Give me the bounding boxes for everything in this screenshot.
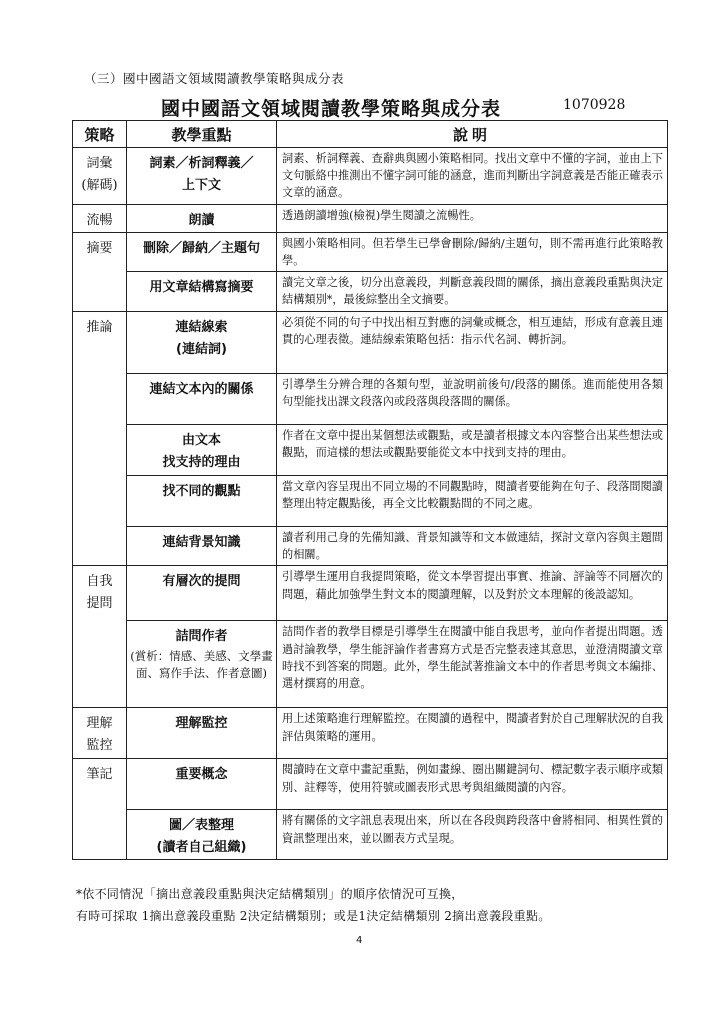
table-row bbox=[73, 425, 668, 476]
description-cell: 引導學生運用自我提問策略，從文本學習提出事實、推論、評論等不同層次的問題，藉此加強學生對文本的閱讀理解，以及對於文本理解的後設認知。 bbox=[277, 566, 668, 621]
table-row bbox=[73, 759, 668, 810]
strategy-cell: 摘要 bbox=[73, 232, 127, 311]
page-number: 4 bbox=[356, 935, 363, 946]
focus-cell bbox=[127, 810, 277, 860]
focus-label: 連結文本內的關係 bbox=[149, 382, 254, 398]
strategy-table bbox=[72, 120, 668, 860]
focus-label: 連結線索 (連結詞) bbox=[175, 320, 228, 358]
description-cell: 詞素、析詞釋義、查辭典與國小策略相同。找出文章中不懂的字詞，並由上下文句脈絡中推測出不懂字詞可能的涵意，進而判斷出字詞意義是否能正確表示文章的涵意。 bbox=[277, 148, 668, 205]
section-heading: （三）國中國語文領域閱讀教學策略與成分表 bbox=[84, 71, 345, 86]
focus-cell bbox=[127, 621, 277, 708]
table-row bbox=[73, 476, 668, 527]
title-row bbox=[75, 94, 666, 120]
focus-cell bbox=[127, 527, 277, 566]
table-row bbox=[73, 312, 668, 374]
focus-label: 有層次的提問 bbox=[162, 574, 241, 590]
description-cell: 必須從不同的句子中找出相互對應的詞彙或概念，相互連結，形成有意義且連貫的心理表徵。連結線索策略包括：指示代名詞、轉折詞。 bbox=[277, 312, 668, 374]
focus-label: 朗讀 bbox=[188, 212, 215, 228]
focus-cell bbox=[127, 232, 277, 271]
header-focus: 教學重點 bbox=[127, 121, 277, 148]
focus-cell bbox=[127, 566, 277, 621]
focus-label: 刪除／歸納／主題句 bbox=[142, 240, 260, 256]
focus-label: 用文章結構寫摘要 bbox=[149, 280, 254, 296]
strategy-cell: 推論 bbox=[73, 312, 127, 566]
table-row bbox=[73, 374, 668, 425]
description-cell: 用上述策略進行理解監控。在閱讀的過程中，閱讀者對於自己理解狀況的自我評估與策略的運用。 bbox=[277, 708, 668, 759]
strategy-cell: 筆記 bbox=[73, 759, 127, 860]
description-cell: 詰問作者的教學目標是引導學生在閱讀中能自我思考，並向作者提出問題。透過討論教學，學生能評論作者書寫方式是否完整表達其意思，並澄清閱讀文章時找不到答案的問題。此外，學生能試著推論文本中的作者思考與文本編排、選材撰寫的用意。 bbox=[277, 621, 668, 708]
description-cell: 讀者利用己身的先備知識、背景知識等和文本做連結，探討文章內容與主題間的相關。 bbox=[277, 527, 668, 566]
header-explanation: 說明 bbox=[277, 121, 668, 148]
description-cell: 與國小策略相同。但若學生已學會刪除/歸納/主題句，則不需再進行此策略教學。 bbox=[277, 232, 668, 271]
focus-label: 由文本 找支持的理由 bbox=[162, 433, 241, 471]
focus-cell bbox=[127, 708, 277, 759]
description-cell: 閱讀時在文章中畫記重點，例如畫線、圈出關鍵詞句、標記數字表示順序或類別、註釋等，使用符號或圖表形式思考與組織閱讀的內容。 bbox=[277, 759, 668, 810]
focus-label: 詰問作者 bbox=[175, 629, 228, 645]
strategy-cell: 詞彙 (解碼) bbox=[73, 148, 127, 205]
focus-label: 圖／表整理 (讀者自己組織) bbox=[156, 818, 247, 856]
strategy-cell: 自我 提問 bbox=[73, 566, 127, 708]
focus-cell bbox=[127, 148, 277, 205]
footnote-line-2: 有時可採取 1摘出意義段重點 2決定結構類別；或是1決定結構類別 2摘出意義段重點。 bbox=[76, 909, 551, 923]
table-row bbox=[73, 148, 668, 205]
footnote-line-1: *依不同情況「摘出意義段重點與決定結構類別」的順序依情況可互換， bbox=[76, 887, 464, 901]
focus-cell bbox=[127, 476, 277, 527]
document-code: 1070928 bbox=[563, 97, 626, 113]
table-row bbox=[73, 621, 668, 708]
table-row bbox=[73, 527, 668, 566]
focus-cell bbox=[127, 759, 277, 810]
description-cell: 將有關係的文字訊息表現出來，所以在各段與跨段落中會將相同、相異性質的資訊整理出來，並以圖表方式呈現。 bbox=[277, 810, 668, 860]
description-cell: 引導學生分辨合理的各類句型，並說明前後句/段落的關係。進而能使用各類句型能找出課文段落內或段落與段落間的關係。 bbox=[277, 374, 668, 425]
description-cell: 讀完文章之後，切分出意義段，判斷意義段間的關係，摘出意義段重點與決定結構類別*，最後綜整出全文摘要。 bbox=[277, 272, 668, 312]
table-row bbox=[73, 232, 668, 271]
header-strategy: 策略 bbox=[73, 121, 127, 148]
table-title: 國中國語文領域閱讀教學策略與成分表 bbox=[161, 98, 502, 120]
focus-cell bbox=[127, 272, 277, 312]
table-header-row bbox=[73, 121, 668, 148]
table-row bbox=[73, 272, 668, 312]
table-row bbox=[73, 810, 668, 860]
focus-label: 連結背景知識 bbox=[162, 535, 241, 551]
table-row bbox=[73, 566, 668, 621]
strategy-cell: 流暢 bbox=[73, 204, 127, 232]
description-cell: 當文章內容呈現出不同立場的不同觀點時，閱讀者要能夠在句子、段落間閱讀整理出特定觀點後，再全文比較觀點間的不同之處。 bbox=[277, 476, 668, 527]
description-cell: 透過朗讀增強(檢視)學生閱讀之流暢性。 bbox=[277, 204, 668, 232]
focus-label: 詞素／析詞釋義／ 上下文 bbox=[149, 156, 254, 193]
focus-label: 理解監控 bbox=[175, 716, 228, 732]
strategy-cell: 理解 監控 bbox=[73, 708, 127, 759]
focus-cell bbox=[127, 312, 277, 374]
focus-cell bbox=[127, 425, 277, 476]
table-row bbox=[73, 204, 668, 232]
focus-label: 重要概念 bbox=[175, 767, 228, 783]
description-cell: 作者在文章中提出某個想法或觀點，或是讀者根據文本內容整合出某些想法或觀點，而這樣的想法或觀點要能從文本中找到支持的理由。 bbox=[277, 425, 668, 476]
focus-sublabel: (賞析：情感、美感、文學畫面、寫作手法、作者意圖) bbox=[130, 649, 273, 681]
table-row bbox=[73, 708, 668, 759]
focus-cell bbox=[127, 204, 277, 232]
focus-cell bbox=[127, 374, 277, 425]
focus-label: 找不同的觀點 bbox=[162, 484, 241, 500]
